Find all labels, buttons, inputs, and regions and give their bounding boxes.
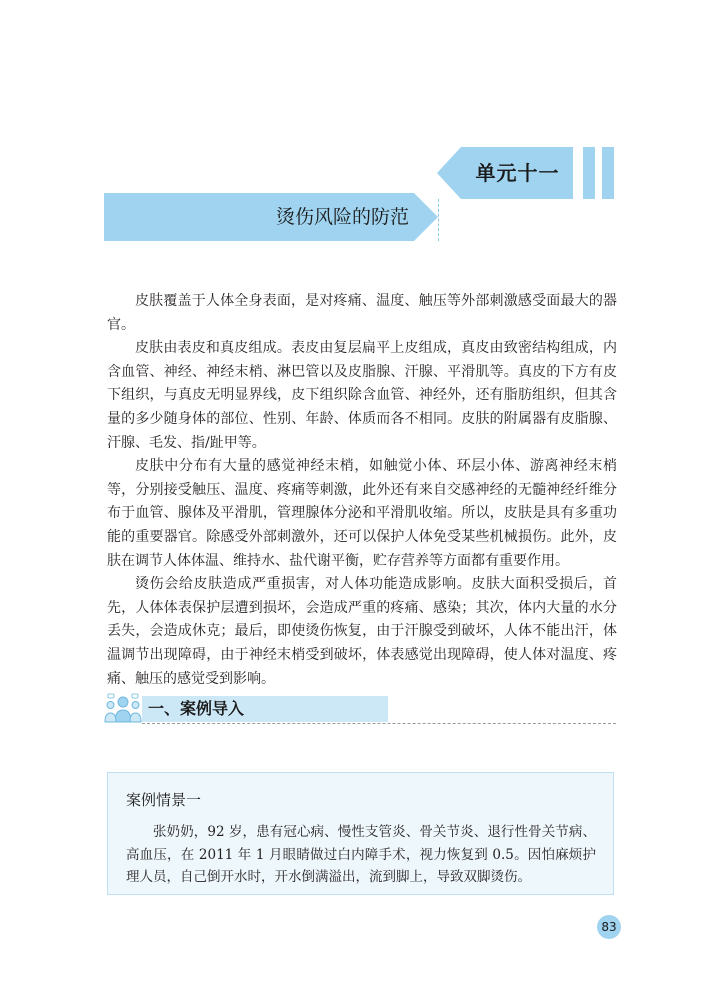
people-discussion-icon (104, 692, 142, 726)
case-title: 案例情景一 (126, 791, 202, 809)
case-paragraph: 张奶奶，92 岁，患有冠心病、慢性支管炎、骨关节炎、退行性骨关节病、高血压，在 2011 年 1 月眼睛做过白内障手术，视力恢复到 0.5。因怕麻烦护理人员，自己倒开水时，开水倒满溢出，流到脚上，导致双脚烫伤。 (126, 824, 596, 885)
paragraph: 皮肤中分布有大量的感觉神经末梢，如触觉小体、环层小体、游离神经末梢等，分别接受触压、温度、疼痛等刺激，此外还有来自交感神经的无髓神经纤维分布于血管、腺体及平滑肌，管理腺体分泌和平滑肌收缩。所以，皮肤是具有多重功能的重要器官。除感受外部刺激外，还可以保护人体免受某些机械损伤。此外，皮肤在调节人体体温、维持水、盐代谢平衡，贮存营养等方面都有重要作用。 (107, 458, 617, 569)
dashed-divider (438, 199, 439, 241)
section-dashed-rule (142, 723, 616, 724)
decorative-stripe (583, 147, 595, 199)
decorative-stripe (602, 147, 614, 199)
paragraph: 皮肤覆盖于人体全身表面，是对疼痛、温度、触压等外部刺激感受面最大的器官。 (107, 293, 617, 333)
section-heading (104, 690, 616, 726)
case-text (126, 821, 596, 889)
section-title: 一、案例导入 (148, 699, 245, 718)
chapter-title: 烫伤风险的防范 (275, 206, 409, 228)
page-number: 83 (597, 915, 621, 939)
unit-label: 单元十一 (475, 161, 560, 185)
case-box (107, 772, 614, 895)
paragraph: 烫伤会给皮肤造成严重损害，对人体功能造成影响。皮肤大面积受损后，首先，人体体表保护层遭到损坏，会造成严重的疼痛、感染；其次，体内大量的水分丢失，会造成休克；最后，即使烫伤恢复，由于汗腺受到破坏，人体不能出汗，体温调节出现障碍，由于神经末梢受到破坏，体表感觉出现障碍，使人体对温度、疼痛、触压的感觉受到影响。 (107, 576, 617, 687)
paragraph: 皮肤由表皮和真皮组成。表皮由复层扁平上皮组成，真皮由致密结构组成，内含血管、神经、神经末梢、淋巴管以及皮脂腺、汗腺、平滑肌等。真皮的下方有皮下组织，与真皮无明显界线，皮下组织除含血管、神经外，还有脂肪组织，但其含量的多少随身体的部位、性别、年龄、体质而各不相同。皮肤的附属器有皮脂腺、汗腺、毛发、指/趾甲等。 (107, 340, 617, 451)
body-text (107, 290, 617, 691)
